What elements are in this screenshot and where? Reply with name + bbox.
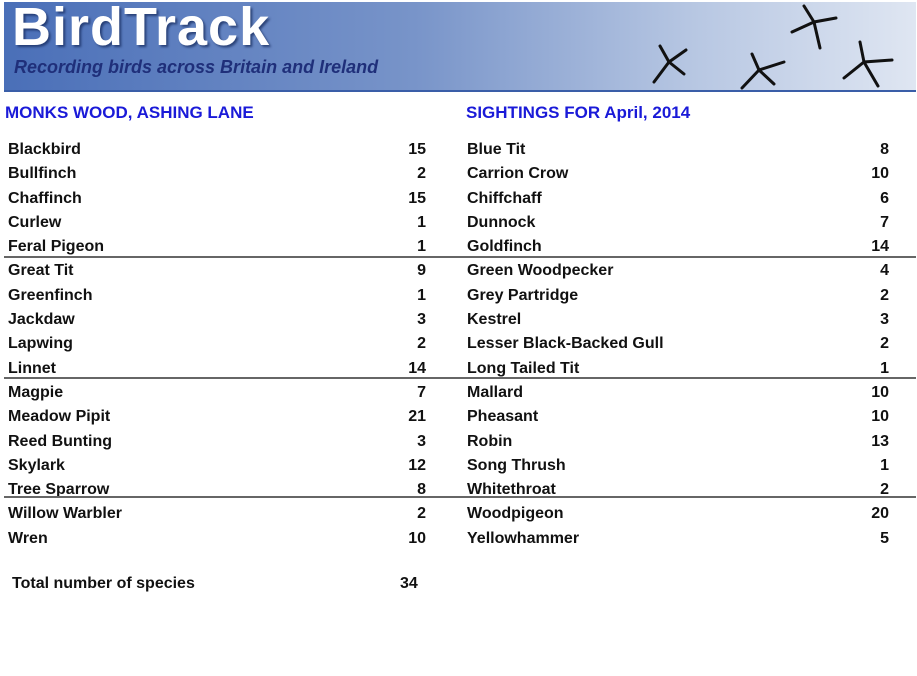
species-row: [467, 381, 889, 405]
species-name: Yellowhammer: [467, 529, 580, 547]
species-row: [8, 332, 426, 356]
species-row: [467, 259, 889, 283]
species-count: 14: [408, 359, 426, 377]
species-count: 12: [408, 456, 426, 474]
species-name: Linnet: [8, 359, 56, 377]
species-row: [8, 454, 426, 478]
species-count: 13: [871, 432, 889, 450]
species-row: [467, 162, 889, 186]
species-count: 1: [417, 286, 426, 304]
species-row: [8, 430, 426, 454]
species-name: Grey Partridge: [467, 286, 579, 304]
species-name: Great Tit: [8, 262, 74, 280]
species-name: Song Thrush: [467, 456, 566, 474]
species-row: [8, 478, 426, 502]
species-count: 14: [871, 238, 889, 256]
species-name: Skylark: [8, 456, 65, 474]
species-count: 7: [417, 383, 426, 401]
location-heading: MONKS WOOD, ASHING LANE: [5, 103, 254, 122]
species-count: 4: [880, 262, 889, 280]
species-name: Lesser Black-Backed Gull: [467, 335, 664, 353]
species-row: [467, 405, 889, 429]
species-name: Kestrel: [467, 311, 522, 329]
total-species-label: Total number of species: [12, 575, 195, 592]
species-count: 10: [871, 408, 889, 426]
species-count: 5: [880, 529, 889, 547]
species-name: Jackdaw: [8, 311, 75, 329]
right-species-list: [467, 138, 889, 551]
species-count: 1: [417, 213, 426, 231]
species-name: Blackbird: [8, 141, 81, 158]
species-row: [467, 502, 889, 526]
group-divider: [4, 377, 916, 379]
species-row: [8, 502, 426, 526]
left-species-list: [8, 138, 426, 551]
species-count: 1: [417, 238, 426, 256]
species-count: 3: [417, 432, 426, 450]
species-count: 10: [871, 383, 889, 401]
species-name: Willow Warbler: [8, 505, 122, 523]
species-count: 1: [880, 456, 889, 474]
species-row: [467, 527, 889, 551]
species-name: Blue Tit: [467, 141, 526, 158]
species-name: Feral Pigeon: [8, 238, 105, 256]
species-row: [8, 381, 426, 405]
species-count: 21: [408, 408, 426, 426]
site-title: BirdTrack: [12, 2, 271, 57]
species-row: [8, 138, 426, 162]
species-name: Bullfinch: [8, 165, 77, 183]
species-count: 1: [880, 359, 889, 377]
species-row: [8, 308, 426, 332]
species-name: Carrion Crow: [467, 165, 569, 183]
species-name: Long Tailed Tit: [467, 359, 580, 377]
species-row: [8, 259, 426, 283]
species-count: 15: [408, 189, 426, 207]
species-name: Meadow Pipit: [8, 408, 111, 426]
species-row: [467, 284, 889, 308]
species-name: Curlew: [8, 213, 62, 231]
species-row: [8, 211, 426, 235]
species-count: 9: [417, 262, 426, 280]
species-row: [8, 405, 426, 429]
species-name: Mallard: [467, 383, 524, 401]
species-count: 20: [871, 505, 889, 523]
species-name: Magpie: [8, 383, 64, 401]
species-count: 2: [417, 165, 426, 183]
species-row: [467, 138, 889, 162]
species-row: [467, 211, 889, 235]
species-name: Green Woodpecker: [467, 262, 614, 280]
species-row: [467, 454, 889, 478]
species-count: 2: [880, 286, 889, 304]
species-row: [467, 332, 889, 356]
species-name: Chaffinch: [8, 189, 82, 207]
species-name: Woodpigeon: [467, 505, 564, 523]
species-row: [467, 478, 889, 502]
species-row: [8, 284, 426, 308]
species-count: 15: [408, 141, 426, 158]
species-count: 2: [417, 505, 426, 523]
species-name: Robin: [467, 432, 513, 450]
header-banner: [4, 2, 916, 92]
species-count: 3: [417, 311, 426, 329]
species-row: [467, 430, 889, 454]
species-name: Wren: [8, 529, 48, 547]
species-count: 2: [880, 335, 889, 353]
species-row: [467, 308, 889, 332]
species-name: Pheasant: [467, 408, 539, 426]
group-divider: [4, 496, 916, 498]
species-count: 10: [408, 529, 426, 547]
species-name: Tree Sparrow: [8, 481, 110, 499]
sightings-heading: SIGHTINGS FOR April, 2014: [466, 103, 691, 122]
species-name: Whitethroat: [467, 481, 556, 499]
species-name: Chiffchaff: [467, 189, 542, 207]
species-count: 2: [880, 481, 889, 499]
species-row: [467, 187, 889, 211]
total-species-value: 34: [400, 575, 418, 592]
species-count: 8: [880, 141, 889, 158]
species-row: [8, 162, 426, 186]
species-name: Goldfinch: [467, 238, 542, 256]
species-count: 2: [417, 335, 426, 353]
site-subtitle: Recording birds across Britain and Ireland: [14, 57, 379, 77]
species-count: 7: [880, 213, 889, 231]
species-name: Dunnock: [467, 213, 536, 231]
species-count: 3: [880, 311, 889, 329]
species-name: Greenfinch: [8, 286, 93, 304]
flying-birds-icon: [624, 2, 916, 90]
species-name: Reed Bunting: [8, 432, 112, 450]
species-row: [8, 187, 426, 211]
species-count: 10: [871, 165, 889, 183]
species-name: Lapwing: [8, 335, 73, 353]
species-count: 6: [880, 189, 889, 207]
group-divider: [4, 256, 916, 258]
species-count: 8: [417, 481, 426, 499]
species-row: [8, 527, 426, 551]
